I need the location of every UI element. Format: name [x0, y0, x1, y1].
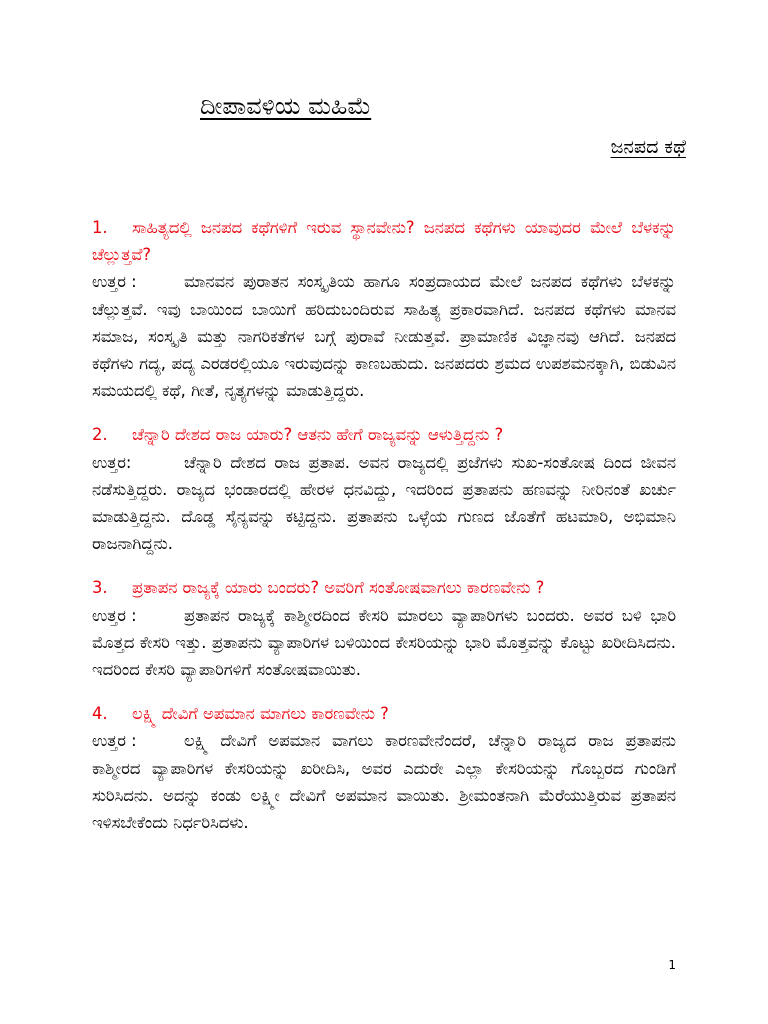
qa-item-2	[92, 421, 676, 557]
page-number: 1	[668, 958, 676, 972]
question-number: 1.	[92, 218, 108, 237]
qa-item-3	[92, 574, 676, 683]
question-1	[92, 214, 676, 268]
answer-1	[92, 268, 676, 404]
document-subtitle: ಜನಪದ ಕಥೆ	[610, 136, 686, 158]
answer-text: ಚೆನ್ನಾರಿ ದೇಶದ ರಾಜ ಪ್ರತಾಪ. ಅವನ ರಾಜ್ಯದಲ್ಲಿ ಪ್ರಜೆಗಳು ಸುಖ-ಸಂತೋಷ ದಿಂದ ಜೀವನ ನಡೆಸುತ್ತಿದ್ದರು. ರಾಜ್ಯದ ಭಂಡಾರದಲ್ಲಿ ಹೇರಳ ಧನವಿದ್ದು, ಇದರಿಂದ ಪ್ರತಾಪನು ಹಣವನ್ನು ನೀರಿನಂತೆ ಖರ್ಚು ಮಾಡುತ್ತಿದ್ದನು. ದೊಡ್ಡ ಸೈನ್ಯವನ್ನು ಕಟ್ಟಿದ್ದನು. ಪ್ರತಾಪನು ಒಳ್ಳೆಯ ಗುಣದ ಜೊತೆಗೆ ಹಟಮಾರಿ, ಅಭಿಮಾನಿ ರಾಜನಾಗಿದ್ದನು.	[92, 452, 676, 554]
question-text: ಚೆನ್ನಾರಿ ದೇಶದ ರಾಜ ಯಾರು? ಆತನು ಹೇಗೆ ರಾಜ್ಯವನ್ನು ಆಳುತ್ತಿದ್ದನು ?	[132, 425, 504, 445]
answer-label: ಉತ್ತರ :	[92, 272, 137, 292]
answer-text: ಮಾನವನ ಪುರಾತನ ಸಂಸ್ಕೃತಿಯ ಹಾಗೂ ಸಂಪ್ರದಾಯದ ಮೇಲೆ ಜನಪದ ಕಥೆಗಳು ಬೆಳಕನ್ನು ಚೆಲ್ಲುತ್ತವೆ. ಇವು ಬಾಯಿಂದ ಬಾಯಿಗೆ ಹರಿದುಬಂದಿರುವ ಸಾಹಿತ್ಯ ಪ್ರಕಾರವಾಗಿದೆ. ಜನಪದ ಕಥೆಗಳು ಮಾನವ ಸಮಾಜ, ಸಂಸ್ಕೃತಿ ಮತ್ತು ನಾಗರಿಕತೆಗಳ ಬಗ್ಗೆ ಪುರಾವೆ ನೀಡುತ್ತವೆ. ಪ್ರಾಮಾಣಿಕ ವಿಜ್ಞಾನವು ಆಗಿದೆ. ಜನಪದ ಕಥೆಗಳು ಗದ್ಯ, ಪದ್ಯ ಎರಡರಲ್ಲಿಯೂ ಇರುವುದನ್ನು ಕಾಣಬಹುದು. ಜನಪದರು ಶ್ರಮದ ಉಪಶಮನಕ್ಕಾಗಿ, ಬಿಡುವಿನ ಸಮಯದಲ್ಲಿ ಕಥೆ, ಗೀತೆ, ನೃತ್ಯಗಳನ್ನು ಮಾಡುತ್ತಿದ್ದರು.	[92, 272, 676, 401]
qa-item-4	[92, 700, 676, 836]
answer-text: ಲಕ್ಷ್ಮಿ ದೇವಿಗೆ ಅಪಮಾನ ವಾಗಲು ಕಾರಣವೇನೆಂದರೆ, ಚೆನ್ನಾರಿ ರಾಜ್ಯದ ರಾಜ ಪ್ರತಾಪನು ಕಾಶ್ಮೀರದ ವ್ಯಾಪಾರಿಗಳ ಕೇಸರಿಯನ್ನು ಖರೀದಿಸಿ, ಅವರ ಎದುರೇ ಎಲ್ಲಾ ಕೇಸರಿಯನ್ನು ಗೊಬ್ಬರದ ಗುಂಡಿಗೆ ಸುರಿಸಿದನು. ಅದನ್ನು ಕಂಡು ಲಕ್ಷ್ಮೀ ದೇವಿಗೆ ಅಪಮಾನ ವಾಯಿತು. ಶ್ರೀಮಂತನಾಗಿ ಮೆರೆಯುತ್ತಿರುವ ಪ್ರತಾಪನ ಇಳಿಸಬೇಕೆಂದು ನಿರ್ಧರಿಸಿದಳು.	[92, 731, 676, 833]
question-text: ಲಕ್ಷ್ಮಿ ದೇವಿಗೆ ಅಪಮಾನ ಮಾಗಲು ಕಾರಣವೇನು ?	[132, 704, 389, 724]
qa-list	[92, 214, 676, 853]
question-text: ಪ್ರತಾಪನ ರಾಜ್ಯಕ್ಕೆ ಯಾರು ಬಂದರು? ಅವರಿಗೆ ಸಂತೋಷವಾಗಲು ಕಾರಣವೇನು ?	[132, 578, 545, 598]
answer-2	[92, 449, 676, 558]
question-text: ಸಾಹಿತ್ಯದಲ್ಲಿ ಜನಪದ ಕಥೆಗಳಿಗೆ ಇರುವ ಸ್ಥಾನವೇನು? ಜನಪದ ಕಥೆಗಳು ಯಾವುದರ ಮೇಲೆ ಬೆಳಕನ್ನು ಚೆಲ್ಲುತ್ತವೆ?	[92, 218, 676, 265]
question-number: 2.	[92, 425, 108, 445]
qa-item-1	[92, 214, 676, 404]
question-3	[92, 574, 676, 601]
answer-text: ಪ್ರತಾಪನ ರಾಜ್ಯಕ್ಕೆ ಕಾಶ್ಮೀರದಿಂದ ಕೇಸರಿ ಮಾರಲು ವ್ಯಾಪಾರಿಗಳು ಬಂದರು. ಅವರ ಬಳಿ ಭಾರಿ ಮೊತ್ತದ ಕೇಸರಿ ಇತ್ತು. ಪ್ರತಾಪನು ವ್ಯಾಪಾರಿಗಳ ಬಳಿಯಿಂದ ಕೇಸರಿಯನ್ನು ಭಾರಿ ಮೊತ್ತವನ್ನು ಕೊಟ್ಟು ಖರೀದಿಸಿದನು. ಇದರಿಂದ ಕೇಸರಿ ವ್ಯಾಪಾರಿಗಳಿಗೆ ಸಂತೋಷವಾಯಿತು.	[92, 605, 676, 680]
answer-label: ಉತ್ತರ :	[92, 605, 137, 625]
question-2	[92, 421, 676, 448]
question-number: 3.	[92, 578, 108, 598]
answer-3	[92, 602, 676, 684]
question-4	[92, 700, 676, 727]
document-title: ದೀಪಾವಳಿಯ ಮಹಿಮೆ	[200, 92, 372, 120]
question-number: 4.	[92, 704, 108, 724]
answer-4	[92, 727, 676, 836]
answer-label: ಉತ್ತರ:	[92, 452, 132, 472]
answer-label: ಉತ್ತರ :	[92, 731, 137, 751]
